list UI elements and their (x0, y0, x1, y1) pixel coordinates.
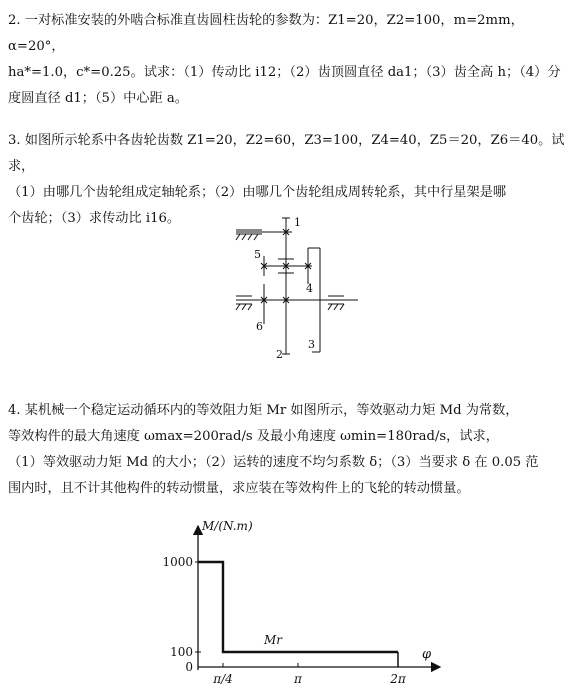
q4-line-3-text: （1）等效驱动力矩 Md 的大小；（2）运转的速度不均匀系数 δ；（3）当要求 δ 在 0.05 范 (8, 455, 539, 470)
x-axis-label: φ (422, 647, 432, 662)
label-1: 1 (294, 216, 301, 229)
q2-line-3-text: 度圆直径 d1；（5）中心距 a。 (8, 91, 188, 106)
q3-line-2 (8, 180, 568, 206)
q2-line-3 (8, 86, 568, 112)
torque-series-line (198, 562, 398, 652)
q2-line-1 (8, 8, 568, 60)
y-tick-label: 1000 (162, 555, 193, 569)
q4-line-2 (8, 424, 568, 450)
q4-line-1-text: 4. 某机械一个稳定运动循环内的等效阻力矩 Mr 如图所示，等效驱动力矩 Md 为常数， (8, 403, 519, 418)
torque-chart (160, 518, 450, 688)
q4-line-4 (8, 476, 568, 502)
q3-line-1 (8, 128, 568, 180)
label-3: 3 (308, 338, 315, 351)
question-4 (8, 398, 568, 502)
q4-line-2-text: 等效构件的最大角速度 ωmax=200rad/s 及最小角速度 ωmin=180rad/s，试求， (8, 429, 499, 444)
x-tick-label: π (294, 672, 302, 686)
x-tick-label: 2π (390, 672, 406, 686)
y-tick-label: 0 (185, 660, 193, 674)
q4-line-3 (8, 450, 568, 476)
q3-line-3-text: 个齿轮；（3）求传动比 i16。 (8, 211, 181, 226)
label-2: 2 (276, 348, 283, 361)
gear-train-diagram (222, 214, 372, 364)
y-axis-label: M/(N.m) (202, 519, 253, 533)
q3-line-1-text: 3. 如图所示轮系中各齿轮齿数 Z1=20，Z2=60，Z3=100，Z4=40，Z5＝20，Z6＝40。试求， (8, 133, 565, 174)
q3-line-2-text: （1）由哪几个齿轮组成定轴轮系；（2）由哪几个齿轮组成周转轮系，其中行星架是哪 (8, 185, 507, 200)
q2-line-1-text: 2. 一对标准安装的外啮合标准直齿圆柱齿轮的参数为：Z1=20，Z2=100，m=2mm，α=20°， (8, 13, 524, 54)
label-5: 5 (254, 248, 261, 261)
question-2 (8, 8, 568, 112)
q4-line-1 (8, 398, 568, 424)
label-4: 4 (306, 282, 313, 295)
q4-line-4-text: 围内时，且不计其他构件的转动惯量，求应装在等效构件上的飞轮的转动惯量。 (8, 481, 470, 496)
x-tick-label: π/4 (213, 672, 233, 686)
q2-line-2-text: ha*=1.0，c*=0.25。试求：（1）传动比 i12；（2）齿顶圆直径 da1；（3）齿全高 h；（4）分 (8, 65, 561, 80)
q2-line-2 (8, 60, 568, 86)
label-6: 6 (256, 320, 263, 333)
series-label: Mr (264, 633, 283, 647)
y-tick-label: 100 (170, 645, 193, 659)
